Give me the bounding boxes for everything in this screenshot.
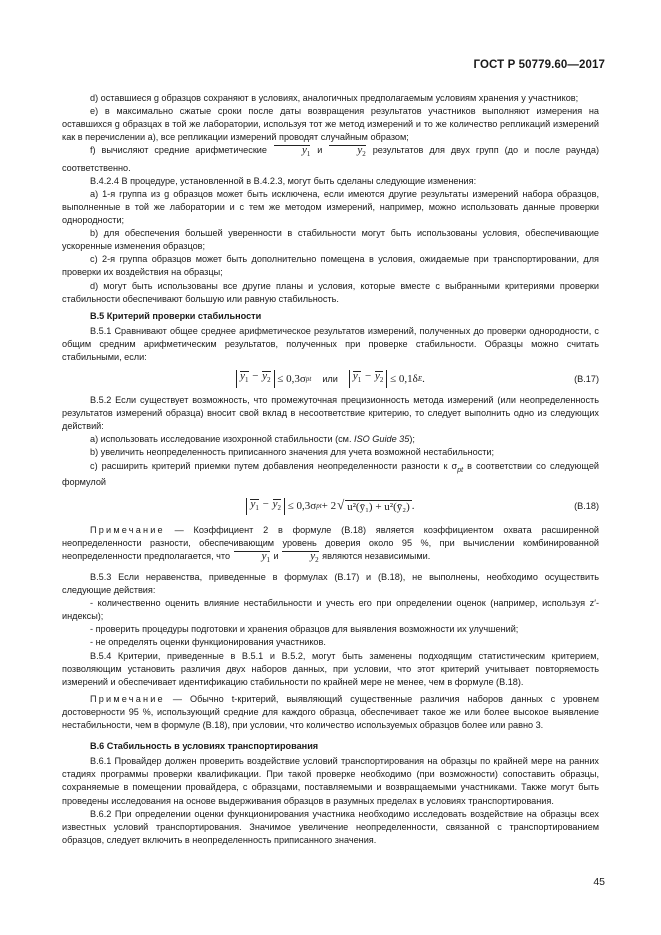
formula-b17-rhs-sub: E bbox=[417, 374, 423, 383]
paragraph-a-exclude: a) 1-я группа из g образцов может быть исключена, если имеются другие результаты измерений набора образцов, выполненные в той же лаборатории и с тем же методом измерений, например, можно использовать данные проверки однородности; bbox=[62, 188, 599, 226]
paragraph-a-isochronous bbox=[62, 433, 599, 446]
note-1 bbox=[62, 524, 599, 567]
paragraph-a-iso-part2: ); bbox=[409, 434, 415, 445]
formula-b17-rhs: ≤ 0,1δ bbox=[390, 372, 418, 385]
formula-b17-abs-2: $y_1 - y_2$ bbox=[349, 370, 388, 387]
page-number: 45 bbox=[593, 876, 605, 888]
formula-b18-sqrt bbox=[345, 500, 412, 514]
paragraph-b62: B.6.2 При определении оценки функционирования участника необходимо исследовать воздействие на образцы всех известных условий транспортирования. Значимое увеличение неопределенности, связанной с транспортированием образцов, следует включить в неопределенность приписанного значения. bbox=[62, 808, 599, 845]
formula-b18-abs: $y_1 - y_2$ bbox=[246, 498, 285, 515]
note-1-and: и bbox=[273, 550, 279, 561]
paragraph-f-part2: результатов для двух групп (до и после раунда) соответственно. bbox=[62, 145, 600, 173]
bullet-quantify: - количественно оценить влияние нестабильности и учесть его при определении оценок (например, используя z′-индексы); bbox=[62, 598, 599, 622]
page-body bbox=[62, 92, 599, 847]
paragraph-e-measure: e) в максимально сжатые сроки после даты возвращения результатов участников выполняют измерения на оставшихся g образцах в той же лаборатории, используя тот же метод измерений и то же количество репликаций измерений как в перечислении а), все репликации измерений проводят случайным образом; bbox=[62, 106, 599, 143]
note-1-text-a: — Коэффициент 2 в формуле (B.18) является коэффициентом охвата расширенной неопределенности разности, обеспечивающим уровень доверия около 95 %, при вычислении комбинированной неопределенности предполагается, что bbox=[62, 524, 599, 561]
heading-b5: B.5 Критерий проверки стабильности bbox=[90, 310, 262, 321]
paragraph-f-part1: f) вычисляют средние арифметические bbox=[90, 145, 267, 156]
paragraph-c-sub: pt bbox=[457, 466, 464, 474]
paragraph-b424: B.4.2.4 В процедуре, установленной в B.4.2.3, могут быть сделаны следующие изменения: bbox=[90, 175, 477, 186]
bullet-no-evaluation: - не определять оценки функционирования участников. bbox=[90, 637, 326, 648]
formula-b18-radicand: u²(ȳ₁) + u²(ȳ₂) bbox=[347, 500, 410, 513]
paragraph-b54: B.5.4 Критерии, приведенные в B.5.1 и B.5.2, могут быть заменены подходящим статистическим критерием, позволяющим установить различия двух наборов данных, при условии, что этот критерий учитывает повторяемость измерений и обеспечивает идентификацию стабильности по крайней мере не менее, чем в формуле (B.18). bbox=[62, 650, 599, 687]
paragraph-b53: B.5.3 Если неравенства, приведенные в формулах (B.17) и (B.18), не выполнены, необходимо осуществить следующие действия: bbox=[62, 572, 599, 596]
formula-b17: $y_1 - y_2$ ≤ 0,3σ pt или $y_1 - y_2$ ≤ 0,1δ E . (B.17) bbox=[62, 364, 599, 394]
formula-b18-number: (B.18) bbox=[574, 501, 599, 511]
paragraph-d-store: d) оставшиеся g образцов сохраняют в условиях, аналогичных предполагаемым условиям хранения у участников; bbox=[90, 93, 579, 103]
y-bar-1-symbol: $y_1$ bbox=[273, 144, 311, 161]
document-code: ГОСТ Р 50779.60—2017 bbox=[473, 59, 605, 71]
iso-guide-reference: ISO Guide 35 bbox=[354, 434, 410, 445]
paragraph-d-other-plans: d) могут быть использованы все другие планы и условия, которые вместе с выбранными критериями проверки стабильности обеспечивают большую или равную стабильность. bbox=[62, 280, 599, 304]
paragraph-b51: B.5.1 Сравнивают общее среднее арифметическое результатов измерений, полученных до проверки однородности, с общим средним арифметическим результатов, полученных при проверке стабильности. Образцы можно считать стабильными, если: bbox=[62, 325, 599, 362]
formula-b18-lhs: ≤ 0,3σ bbox=[287, 500, 317, 512]
paragraph-f-and: и bbox=[317, 145, 323, 156]
paragraph-c-part2: в соответствии со следующей формулой bbox=[62, 460, 600, 488]
bullet-check-procedures: - проверить процедуры подготовки и хранения образцов для выявления возможности их улучшений; bbox=[90, 624, 519, 635]
note-2-label: Примечание bbox=[90, 693, 165, 704]
formula-b18: $y_1 - y_2$ ≤ 0,3σ pt + 2 √ u²(ȳ₁) + u²(ȳ₂) . (B.18) bbox=[62, 490, 599, 524]
paragraph-c-expand-criterion bbox=[62, 460, 599, 490]
y-bar-2-symbol-note: $y_2$ bbox=[281, 550, 319, 567]
paragraph-b61: B.6.1 Провайдер должен проверить воздействие условий транспортирования на образцы по крайней мере на ранних стадиях программы проверки квалификации. При такой проверке необходимо (при возможности) сопоставить образцы, сохраняемые в помещении провайдера, с образцами, поставляемыми и возвращаемыми участниками. Также могут быть проведены исследования на основе выдерживания образцов в разумных пределах в условиях транспортирования. bbox=[62, 756, 599, 806]
note-1-label: Примечание bbox=[90, 524, 165, 535]
paragraph-a-iso-part1: a) использовать исследование изохронной стабильности (см. bbox=[90, 434, 352, 445]
note-2 bbox=[62, 693, 599, 732]
formula-b17-lhs: ≤ 0,3σ bbox=[277, 372, 306, 385]
y-bar-1-symbol-note: $y_1$ bbox=[233, 550, 271, 567]
note-2-text: — Обычно t-критерий, выявляющий существенные различия наборов данных с уровнем достоверности 95 %, использующий средние для каждого образца, обеспечивает такое же или более высокое выявление нестабильности, чем в формуле (B.18), при условии, что количество используемых образцов более или равно 3. bbox=[62, 693, 599, 731]
formula-b17-number: (B.17) bbox=[574, 373, 599, 384]
heading-b6: B.6 Стабильность в условиях транспортирования bbox=[90, 741, 319, 752]
formula-b17-abs-1: $y_1 - y_2$ bbox=[236, 370, 275, 387]
paragraph-c-part1: c) расширить критерий приемки путем добавления неопределенности разности к σ bbox=[90, 460, 458, 471]
paragraph-f-averages bbox=[62, 144, 599, 174]
paragraph-b-increase-uncertainty: b) увеличить неопределенность приписанного значения для учета возможной нестабильности; bbox=[90, 447, 495, 458]
y-bar-2-symbol: $y_2$ bbox=[328, 144, 366, 161]
paragraph-b52: B.5.2 Если существует возможность, что промежуточная прецизионность метода измерений (или неопределенность результатов измерений образца) вносит свой вклад в несоответствие критерию, то следует выполнить одно из следующих действий: bbox=[62, 395, 599, 432]
formula-b18-plus: + 2 bbox=[321, 500, 337, 512]
paragraph-c-transport: c) 2-я группа образцов может быть дополнительно помещена в условия, ожидаемые при транспортировании, для проверки их воздействия на образцы; bbox=[62, 254, 599, 278]
note-1-text-b: являются независимыми. bbox=[322, 550, 431, 561]
formula-b17-or: или bbox=[322, 373, 338, 384]
formula-b17-lhs-sub: pt bbox=[305, 374, 312, 383]
formula-b18-lhs-sub: pt bbox=[316, 502, 322, 510]
paragraph-b-accelerated: b) для обеспечения большей уверенности в стабильности могут быть использованы условия, обеспечивающие ускоренные изменения образцов; bbox=[62, 228, 599, 252]
